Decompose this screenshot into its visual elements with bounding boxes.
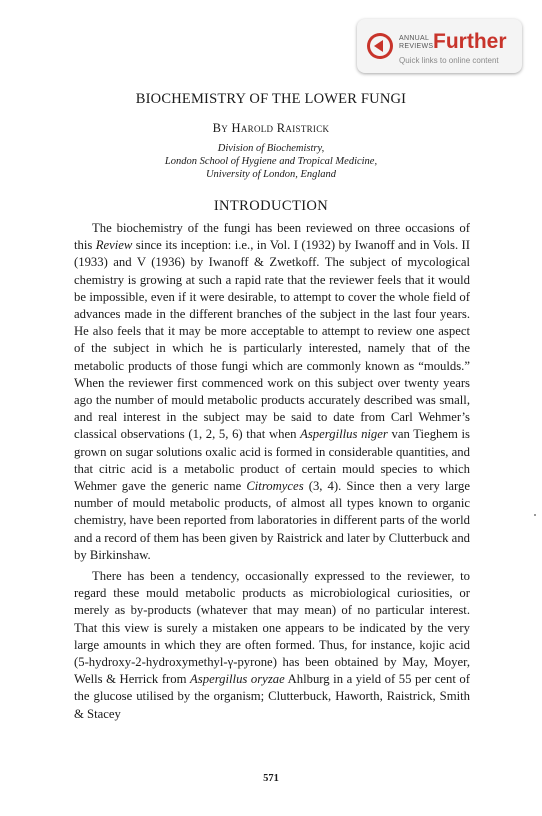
paragraph-text: Ahlburg in a yield of 55 per cent of the glucose utilised by the organism; Clutterbuck, Haworth, Raistrick, Smith & Stacey	[74, 672, 470, 721]
badge-annual-label: ANNUAL	[399, 35, 430, 42]
badge-further-label: Further	[433, 30, 507, 53]
badge-reviews-label: REVIEWS	[399, 43, 434, 50]
body-paragraph-2	[74, 568, 470, 723]
species-name: Aspergillus niger	[300, 427, 388, 442]
badge-quick-links-label: Quick links to online content	[399, 56, 499, 65]
paragraph-text: The biochemistry of the fungi has been reviewed on three occasions of this	[74, 221, 470, 253]
paragraph-text: (3, 4). Since then a very large number of mould metabolic products, of almost all types known to organic chemistry, have been reported from laboratories in different parts of the world and a record of them has been given by Raistrick and later by Clutterbuck and by Birkinshaw.	[74, 479, 471, 562]
page-number: 571	[263, 773, 279, 784]
scan-speck	[534, 514, 536, 516]
annual-reviews-logo-icon	[367, 33, 393, 59]
author-byline: By Harold Raistrick	[212, 121, 330, 135]
species-name: Aspergillus oryzae	[190, 672, 285, 687]
body-paragraph-1	[74, 220, 470, 564]
section-heading: INTRODUCTION	[213, 198, 329, 214]
italic-text: Review	[95, 238, 133, 253]
affiliation-line-2: London School of Hygiene and Tropical Medicine,	[164, 156, 378, 167]
badge-publisher	[399, 35, 433, 51]
paragraph-text: There has been a tendency, occasionally expressed to the reviewer, to regard these mould metabolic products as microbiological curiosities, or merely as by-products (whatever that may mean) of no particular interest. That this view is surely a mistaken one appears to be indicated by the very large amounts in which they are often formed. Thus, for instance, kojic acid (5-hydroxy-2-hydroxymethyl-γ-pyrone) has been obtained by May, Moyer, Wells & Herrick from	[74, 569, 470, 687]
paragraph-text: van Tieghem is grown on sugar solutions oxalic acid is formed in considerable quantities, and that citric acid is a metabolic product of certain mould species to which Wehmer gave the generic name	[74, 427, 470, 494]
article-title: BIOCHEMISTRY OF THE LOWER FUNGI	[135, 91, 407, 107]
genus-name: Citromyces	[246, 479, 304, 494]
affiliation-line-3: University of London, England	[205, 169, 337, 180]
further-links-badge[interactable]	[357, 19, 522, 73]
paragraph-text: since its inception: i.e., in Vol. I (1932) by Iwanoff and in Vols. II (1933) and V (1936) by Iwanoff & Zwetkoff. The subject of mycological chemistry is growing at such a rapid rate that the reviewer feels that it would be impossible, even if it were desirable, to attempt to cover the whole field of advances made in the different branches of the subject in the last four years. He also feels that it may be more acceptable to attempt to review one aspect of the subject in which he is particularly interested, namely that of the metabolic products of those fungi which are commonly known as “moulds.” When the reviewer first commenced work on this subject over twenty years ago the number of mould metabolic products accurately described was small, and real interest in the subject may be said to date from Carl Wehmer’s classical observations (1, 2, 5, 6) that when	[74, 238, 470, 442]
affiliation-line-1: Division of Biochemistry,	[217, 143, 325, 154]
